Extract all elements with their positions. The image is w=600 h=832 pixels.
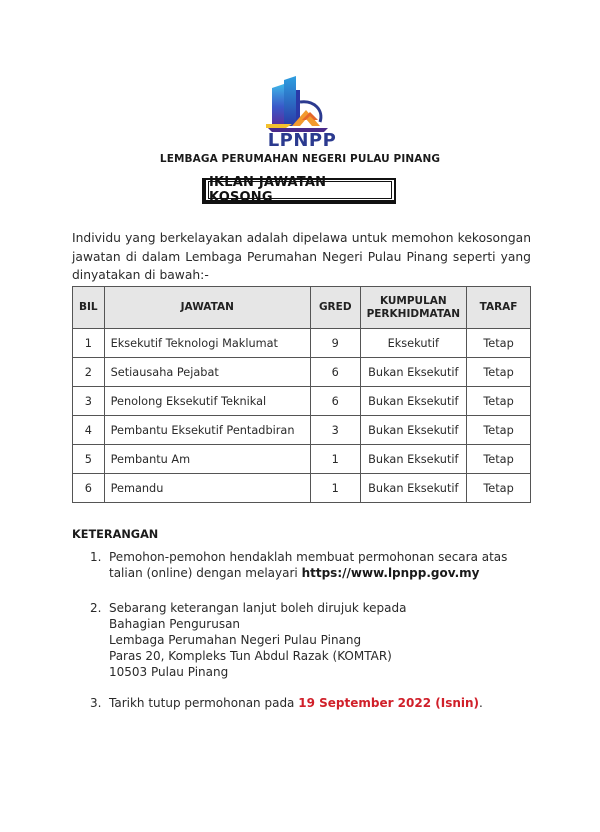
header-kumpulan xyxy=(360,287,467,329)
cell-gred: 3 xyxy=(310,416,360,445)
cell-bil: 4 xyxy=(73,416,105,445)
note-1-prefix: talian (online) dengan melayari xyxy=(109,566,302,580)
cell-jawatan: Pembantu Eksekutif Pentadbiran xyxy=(104,416,310,445)
cell-kumpulan: Eksekutif xyxy=(360,329,467,358)
cell-jawatan: Pemandu xyxy=(104,474,310,503)
cell-gred: 9 xyxy=(310,329,360,358)
website-link[interactable]: https://www.lpnpp.gov.my xyxy=(301,566,480,580)
cell-kumpulan: Bukan Eksekutif xyxy=(360,387,467,416)
cell-bil: 2 xyxy=(73,358,105,387)
cell-bil: 6 xyxy=(73,474,105,503)
note-2-line-4: Paras 20, Kompleks Tun Abdul Razak (KOMTAR) xyxy=(109,649,392,663)
cell-taraf: Tetap xyxy=(467,358,531,387)
table-row xyxy=(73,474,531,503)
note-2-line-1: Sebarang keterangan lanjut boleh dirujuk kepada xyxy=(109,601,407,615)
cell-kumpulan: Bukan Eksekutif xyxy=(360,474,467,503)
header-bil: BIL xyxy=(73,287,105,329)
note-3-suffix: . xyxy=(479,696,483,710)
cell-bil: 5 xyxy=(73,445,105,474)
note-3-prefix: Tarikh tutup permohonan pada xyxy=(109,696,299,710)
header-kumpulan-line1: KUMPULAN xyxy=(379,294,447,307)
note-1 xyxy=(90,549,507,581)
cell-kumpulan: Bukan Eksekutif xyxy=(360,358,467,387)
organisation-name: LEMBAGA PERUMAHAN NEGERI PULAU PINANG xyxy=(159,153,441,165)
logo-text: LPNPP xyxy=(267,130,337,151)
note-2-line-3: Lembaga Perumahan Negeri Pulau Pinang xyxy=(109,633,362,647)
note-2 xyxy=(90,600,406,680)
table-header-row xyxy=(73,287,531,329)
closing-date: 19 September 2022 (Isnin) xyxy=(298,696,480,710)
cell-gred: 1 xyxy=(310,474,360,503)
vacancy-table xyxy=(72,286,531,503)
note-2-line-5: 10503 Pulau Pinang xyxy=(109,665,229,679)
cell-bil: 3 xyxy=(73,387,105,416)
note-number: 3. xyxy=(90,696,102,710)
cell-taraf: Tetap xyxy=(467,416,531,445)
header-taraf: TARAF xyxy=(467,287,531,329)
note-number: 2. xyxy=(90,601,102,615)
table-row xyxy=(73,358,531,387)
table-row xyxy=(73,329,531,358)
cell-gred: 6 xyxy=(310,387,360,416)
cell-kumpulan: Bukan Eksekutif xyxy=(360,445,467,474)
cell-gred: 1 xyxy=(310,445,360,474)
cell-taraf: Tetap xyxy=(467,445,531,474)
cell-jawatan: Pembantu Am xyxy=(104,445,310,474)
cell-jawatan: Eksekutif Teknologi Maklumat xyxy=(104,329,310,358)
note-1-line-2 xyxy=(109,565,507,581)
keterangan-heading: KETERANGAN xyxy=(72,528,159,541)
cell-jawatan: Setiausaha Pejabat xyxy=(104,358,310,387)
intro-paragraph: Individu yang berkelayakan adalah dipelawa untuk memohon kekosongan jawatan di dalam Lembaga Perumahan Negeri Pulau Pinang seperti yang dinyatakan di bawah:- xyxy=(72,231,531,282)
cell-taraf: Tetap xyxy=(467,474,531,503)
note-number: 1. xyxy=(90,550,102,564)
cell-taraf: Tetap xyxy=(467,387,531,416)
title-box xyxy=(202,175,396,205)
table-row xyxy=(73,416,531,445)
cell-taraf: Tetap xyxy=(467,329,531,358)
table-row xyxy=(73,387,531,416)
table-row xyxy=(73,445,531,474)
header-jawatan: JAWATAN xyxy=(104,287,310,329)
note-3 xyxy=(90,695,483,711)
note-1-line-1: Pemohon-pemohon hendaklah membuat permohonan secara atas xyxy=(109,550,508,564)
cell-jawatan: Penolong Eksekutif Teknikal xyxy=(104,387,310,416)
note-2-line-2: Bahagian Pengurusan xyxy=(109,617,241,631)
cell-gred: 6 xyxy=(310,358,360,387)
header-kumpulan-line2: PERKHIDMATAN xyxy=(366,307,461,320)
page-title: IKLAN JAWATAN KOSONG xyxy=(208,181,392,199)
cell-kumpulan: Bukan Eksekutif xyxy=(360,416,467,445)
cell-bil: 1 xyxy=(73,329,105,358)
note-3-line xyxy=(109,695,483,711)
header-gred: GRED xyxy=(310,287,360,329)
